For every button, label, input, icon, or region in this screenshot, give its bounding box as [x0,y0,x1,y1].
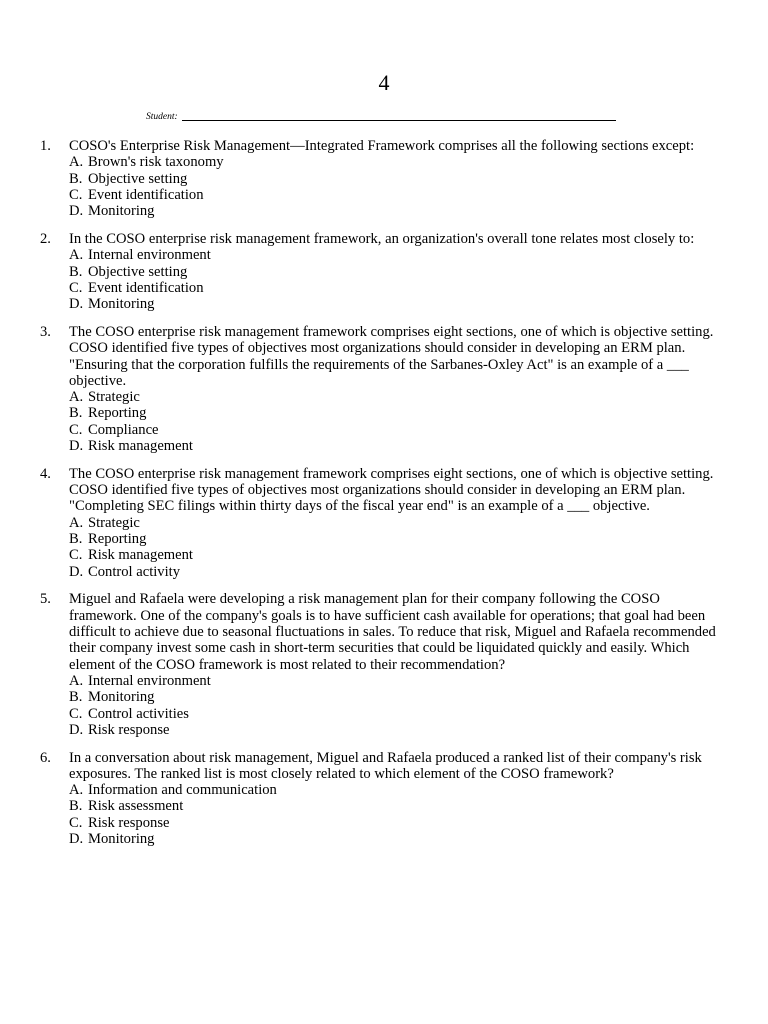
choice-c [69,187,730,203]
choice-letter: B. [69,531,83,548]
choice-a [69,673,730,689]
page-number: 4 [378,70,390,95]
choice-text: Risk response [88,721,170,738]
student-label: Student: [146,112,178,122]
question-1 [40,138,730,219]
choice-letter: A. [69,514,84,531]
choice-letter: C. [69,279,83,296]
choice-letter: D. [69,203,84,220]
choice-text: Control activities [88,705,189,722]
choice-b [69,798,730,814]
choice-b [69,171,730,187]
choice-text: Internal environment [88,247,211,264]
student-name-line [146,111,616,123]
choice-text: Reporting [88,405,147,422]
question-number: 2. [40,230,51,247]
choice-letter: D. [69,721,84,738]
choice-b [69,689,730,705]
choice-text: Risk assessment [88,798,184,815]
choice-text: Monitoring [88,203,155,220]
choice-letter: D. [69,831,84,848]
choice-letter: C. [69,186,83,203]
choice-d [69,564,730,580]
choice-d [69,296,730,312]
choice-letter: C. [69,705,83,722]
choice-a [69,247,730,263]
choice-d [69,203,730,219]
choice-letter: B. [69,798,83,815]
question-stem: In a conversation about risk management, Miguel and Rafaela produced a ranked list of their company's risk exposures. The ranked list is most closely related to which element of the COSO framework? [69,749,702,782]
choice-text: Risk management [88,547,193,564]
choice-text: Compliance [88,421,159,438]
choice-text: Objective setting [88,263,188,280]
choice-text: Risk management [88,438,193,455]
choice-text: Brown's risk taxonomy [88,154,224,171]
choice-letter: D. [69,438,84,455]
choice-text: Objective setting [88,170,188,187]
question-stem: In the COSO enterprise risk management framework, an organization's overall tone relates most closely to: [69,230,695,247]
choice-text: Risk response [88,814,170,831]
question-2 [40,231,730,312]
student-name-blank [182,120,616,121]
question-stem: The COSO enterprise risk management framework comprises eight sections, one of which is objective setting. COSO identified five types of objectives most organizations should consider in developing an ERM plan. "Completing SEC filings within thirty days of the fiscal year end" is an example of a ___ objective. [69,465,714,515]
choice-text: Monitoring [88,296,155,313]
choice-letter: A. [69,672,84,689]
question-3 [40,324,730,454]
choice-a [69,782,730,798]
question-stem: Miguel and Rafaela were developing a risk management plan for their company following the COSO framework. One of the company's goals is to have sufficient cash available for operations; that goal had been difficult to achieve due to seasonal fluctuations in sales. To reduce that risk, Miguel and Rafaela recommended their company invest some cash in short-term securities that could be liquidated quickly and easily. Which element of the COSO framework is most related to their recommendation? [69,591,716,673]
question-number: 6. [40,749,51,766]
choice-letter: C. [69,421,83,438]
choice-text: Internal environment [88,672,211,689]
question-list [40,138,730,859]
choice-text: Strategic [88,389,140,406]
choice-text: Reporting [88,531,147,548]
choice-text: Information and communication [88,782,277,799]
choice-letter: D. [69,563,84,580]
choice-c [69,280,730,296]
choice-letter: B. [69,170,83,187]
question-number: 1. [40,138,51,154]
choice-letter: C. [69,814,83,831]
choice-text: Monitoring [88,689,155,706]
choice-text: Event identification [88,279,204,296]
choice-text: Strategic [88,514,140,531]
choice-d [69,831,730,847]
question-4 [40,466,730,580]
choice-letter: B. [69,263,83,280]
choice-a [69,154,730,170]
choice-c [69,547,730,563]
choice-d [69,722,730,738]
choice-text: Event identification [88,186,204,203]
choice-text: Monitoring [88,831,155,848]
choice-text: Control activity [88,563,181,580]
choice-a [69,515,730,531]
question-number: 3. [40,323,51,340]
choice-b [69,264,730,280]
question-6 [40,750,730,848]
question-stem: COSO's Enterprise Risk Management—Integrated Framework comprises all the following sections except: [69,138,695,154]
choice-c [69,815,730,831]
choice-a [69,389,730,405]
choice-letter: A. [69,782,84,799]
choice-c [69,422,730,438]
question-number: 5. [40,591,51,608]
choice-c [69,706,730,722]
choice-letter: A. [69,389,84,406]
choice-letter: B. [69,689,83,706]
choice-letter: D. [69,296,84,313]
choice-b [69,405,730,421]
question-5 [40,591,730,738]
choice-letter: C. [69,547,83,564]
choice-letter: A. [69,247,84,264]
question-number: 4. [40,465,51,482]
choice-b [69,531,730,547]
choice-d [69,438,730,454]
question-stem: The COSO enterprise risk management framework comprises eight sections, one of which is objective setting. COSO identified five types of objectives most organizations should consider in developing an ERM plan. "Ensuring that the corporation fulfills the requirements of the Sarbanes-Oxley Act" is an example of a ___ objective. [69,323,714,389]
choice-letter: A. [69,154,84,171]
choice-letter: B. [69,405,83,422]
